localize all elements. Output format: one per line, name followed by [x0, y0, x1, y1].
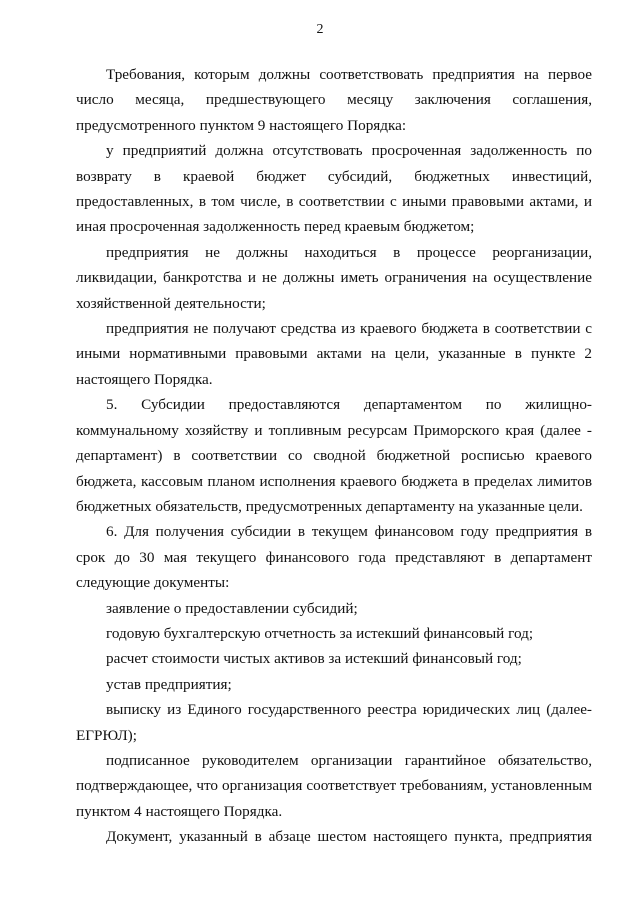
paragraph-item-5: 5. Субсидии предоставляются департаментом по жилищно-коммунальному хозяйству и топливным ресурсам Приморского края (далее - департамент) в соответствии со сводной бюджетной росписью краевого бюджета, кассовым планом исполнения краевого бюджета в пределах лимитов бюджетных обязательств, предусмотренных департаменту на указанные цели. — [76, 396, 592, 515]
paragraph-doc-net-assets: расчет стоимости чистых активов за истекший финансовый год; — [106, 650, 522, 668]
paragraph-no-reorganization: предприятия не должны находиться в процессе реорганизации, ликвидации, банкротства и не должны иметь ограничения на осуществление хозяйственной деятельности; — [76, 243, 592, 312]
page-number: 2 — [316, 22, 324, 37]
paragraph-doc-charter: устав предприятия; — [106, 675, 232, 693]
paragraph-document-continued: Документ, указанный в абзаце шестом настоящего пункта, предприятия — [106, 828, 592, 846]
paragraph-doc-accounting: годовую бухгалтерскую отчетность за истекший финансовый год; — [106, 624, 534, 642]
paragraph-requirements-intro: Требования, которым должны соответствовать предприятия на первое число месяца, предшествующего месяцу заключения соглашения, предусмотренного пунктом 9 настоящего Порядка: — [76, 66, 592, 134]
paragraph-doc-guarantee: подписанное руководителем организации гарантийное обязательство, подтверждающее, что организация соответствует требованиям, установленным пунктом 4 настоящего Порядка. — [76, 751, 592, 820]
paragraph-doc-egrul: выписку из Единого государственного реестра юридических лиц (далее- ЕГРЮЛ); — [76, 701, 592, 744]
paragraph-item-6: 6. Для получения субсидии в текущем финансовом году предприятия в срок до 30 мая текущего финансового года представляют в департамент следующие документы: — [76, 523, 592, 592]
document-body — [76, 62, 592, 850]
paragraph-no-overdue-debt: у предприятий должна отсутствовать просроченная задолженность по возврату в краевой бюджет субсидий, бюджетных инвестиций, предоставленных, в том числе, в соответствии с иными правовыми актами, и иная просроченная задолженность перед краевым бюджетом; — [76, 142, 592, 236]
paragraph-no-other-funds: предприятия не получают средства из краевого бюджета в соответствии с иными нормативными правовыми актами на цели, указанные в пункте 2 настоящего Порядка. — [76, 320, 592, 388]
paragraph-doc-application: заявление о предоставлении субсидий; — [106, 599, 358, 617]
